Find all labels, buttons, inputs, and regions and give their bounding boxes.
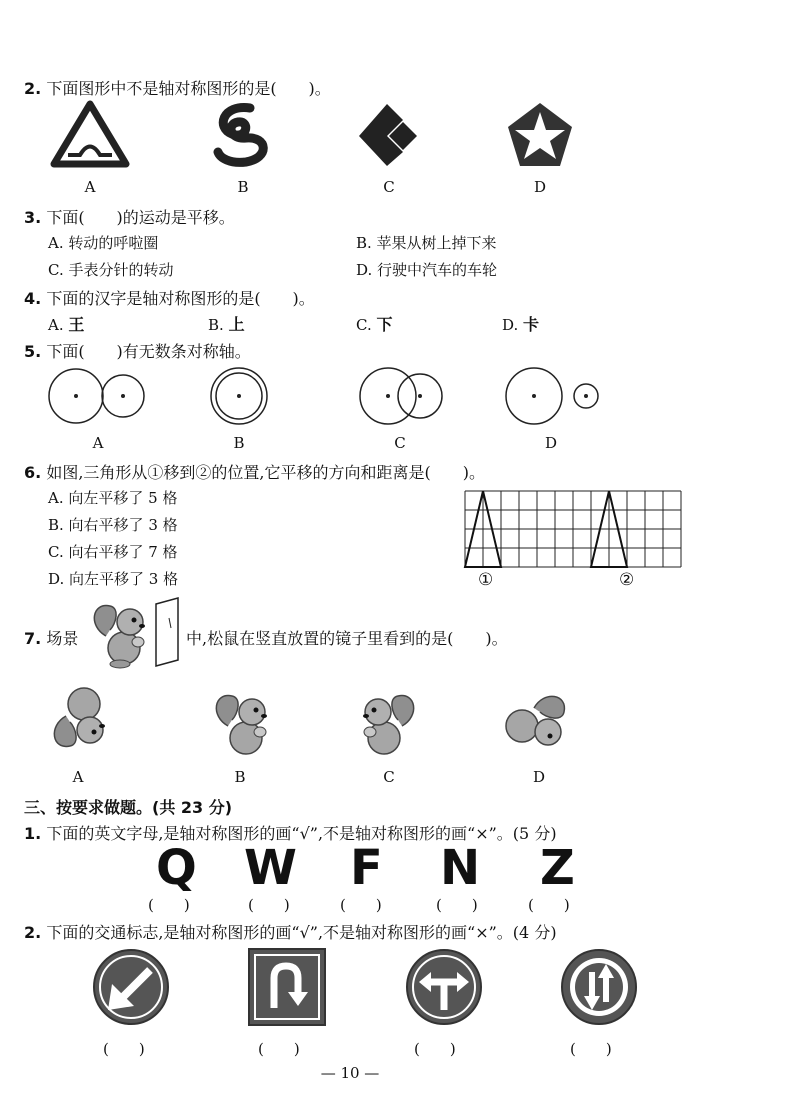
two-way-traffic-sign-icon (560, 948, 638, 1026)
question-number: 7. (24, 629, 42, 648)
question-text: 下面( )的运动是平移。 (46, 208, 235, 227)
letter-f: F (350, 840, 383, 896)
diamond-figure (355, 100, 425, 170)
letter-w: W (244, 840, 297, 896)
question-number: 5. (24, 342, 42, 361)
overlapping-circles-figure (358, 366, 448, 428)
question-7-start (24, 626, 78, 649)
option-a: A. 向左平移了 5 格 (48, 489, 178, 507)
triangle-2-mark: ② (619, 570, 635, 590)
option-c: C. 手表分针的转动 (48, 261, 174, 279)
squirrel-option-d-icon (498, 690, 578, 750)
question-text: 下面图形中不是轴对称图形的是( )。 (46, 79, 331, 98)
hanzi: 上 (228, 315, 245, 334)
option-c: C. 向右平移了 7 格 (48, 543, 178, 561)
answer-blank[interactable]: ( ) (436, 896, 478, 914)
option-d: D. 向左平移了 3 格 (48, 570, 179, 588)
option-label: C (383, 768, 395, 786)
question-3 (24, 205, 235, 228)
option-d: D. 卡 (502, 315, 540, 334)
question-text: 下面( )有无数条对称轴。 (46, 342, 251, 361)
option-b: B. 向右平移了 3 格 (48, 516, 178, 534)
translation-grid (464, 490, 682, 568)
option-label: A (84, 178, 96, 196)
pentagon-star-figure (505, 100, 575, 170)
answer-blank[interactable]: ( ) (248, 896, 290, 914)
two-circles-figure (48, 366, 148, 428)
mirror-icon (152, 598, 184, 668)
answer-blank[interactable]: ( ) (103, 1040, 145, 1058)
option-label: B (237, 178, 249, 196)
hanzi: 下 (376, 315, 393, 334)
question-number: 3. (24, 208, 42, 227)
page-number: — 10 — (320, 1064, 380, 1082)
question-text: 下面的汉字是轴对称图形的是( )。 (46, 289, 315, 308)
letter-q: Q (156, 840, 197, 896)
option-a: A. 王 (48, 315, 85, 334)
hanzi: 王 (68, 315, 85, 334)
option-b: B. 苹果从树上掉下来 (356, 234, 497, 252)
answer-blank[interactable]: ( ) (528, 896, 570, 914)
option-label: C (383, 178, 395, 196)
u-turn-sign-icon (248, 948, 326, 1026)
answer-blank[interactable]: ( ) (340, 896, 382, 914)
separate-circles-figure (504, 366, 604, 428)
question-number: 6. (24, 463, 42, 482)
option-label: A (72, 768, 84, 786)
answer-blank[interactable]: ( ) (148, 896, 190, 914)
left-right-turn-sign-icon (405, 948, 483, 1026)
squirrel-scene-icon (86, 596, 154, 670)
answer-blank[interactable]: ( ) (414, 1040, 456, 1058)
option-a: A. 转动的呼啦圈 (48, 234, 159, 252)
option-label: B (234, 768, 246, 786)
concentric-circles-figure (208, 366, 270, 428)
swirl-figure (210, 100, 276, 170)
letter-n: N (440, 840, 481, 896)
option-label: D (544, 434, 558, 452)
squirrel-option-b-icon (208, 686, 272, 756)
question-6 (24, 460, 485, 483)
section-question-2 (24, 920, 557, 943)
question-number: 2. (24, 79, 42, 98)
option-b: B. 上 (208, 315, 245, 334)
left-down-arrow-sign-icon (92, 948, 170, 1026)
option-c: C. 下 (356, 315, 393, 334)
question-4 (24, 286, 315, 309)
question-2 (24, 76, 331, 99)
question-5 (24, 339, 251, 362)
squirrel-option-c-icon (358, 686, 422, 756)
question-text: 下面的交通标志,是轴对称图形的画“√”,不是轴对称图形的画“×”。(4 分) (46, 923, 557, 942)
option-label: D (532, 768, 546, 786)
option-label: C (394, 434, 406, 452)
answer-blank[interactable]: ( ) (570, 1040, 612, 1058)
option-label: B (233, 434, 245, 452)
option-d: D. 行驶中汽车的车轮 (356, 261, 498, 279)
hanzi: 卡 (523, 315, 540, 334)
question-7-text: 中,松鼠在竖直放置的镜子里看到的是( )。 (186, 629, 508, 648)
question-text-pre: 场景 (46, 629, 79, 648)
option-label: D (533, 178, 547, 196)
warning-triangle-figure (50, 100, 130, 170)
letter-z: Z (540, 840, 575, 896)
section-title: 三、按要求做题。(共 23 分) (24, 798, 233, 817)
question-text: 如图,三角形从①移到②的位置,它平移的方向和距离是( )。 (46, 463, 485, 482)
question-text: 下面的英文字母,是轴对称图形的画“√”,不是轴对称图形的画“×”。(5 分) (46, 824, 557, 843)
question-number: 1. (24, 824, 42, 843)
question-number: 2. (24, 923, 42, 942)
answer-blank[interactable]: ( ) (258, 1040, 300, 1058)
squirrel-option-a-icon (46, 686, 110, 756)
option-label: A (92, 434, 104, 452)
question-number: 4. (24, 289, 42, 308)
triangle-1-mark: ① (478, 570, 494, 590)
